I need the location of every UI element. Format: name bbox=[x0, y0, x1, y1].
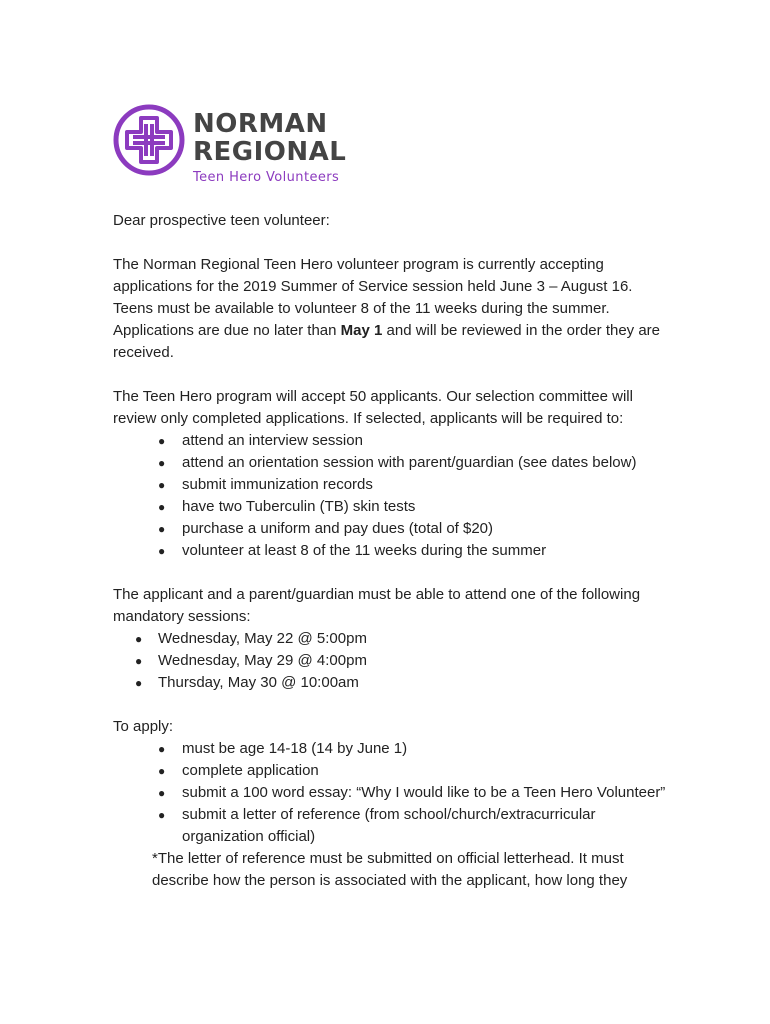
list-item: ● volunteer at least 8 of the 11 weeks during the summer bbox=[113, 540, 673, 562]
list-item: ● have two Tuberculin (TB) skin tests bbox=[113, 496, 673, 518]
due-date: May 1 bbox=[340, 322, 383, 339]
list-item: ● submit immunization records bbox=[113, 474, 673, 496]
letter-body bbox=[113, 210, 673, 892]
apply-heading: To apply: bbox=[113, 718, 174, 735]
logo-line-regional: REGIONAL bbox=[193, 137, 347, 167]
apply-steps-list bbox=[113, 738, 673, 848]
list-item: ● Thursday, May 30 @ 10:00am bbox=[113, 672, 673, 694]
logo-wordmark bbox=[193, 110, 346, 186]
list-item: ● complete application bbox=[113, 760, 673, 782]
intro-paragraph bbox=[113, 254, 673, 364]
logo-line-norman: NORMAN bbox=[193, 109, 328, 139]
list-item: ● attend an interview session bbox=[113, 430, 673, 452]
list-item: ● must be age 14-18 (14 by June 1) bbox=[113, 738, 673, 760]
sessions-paragraph: The applicant and a parent/guardian must be able to attend one of the following mandatory sessions: bbox=[113, 586, 641, 625]
list-item: ● attend an orientation session with parent/guardian (see dates below) bbox=[113, 452, 673, 474]
list-item: ● purchase a uniform and pay dues (total of $20) bbox=[113, 518, 673, 540]
reference-note: *The letter of reference must be submitted on official letterhead. It must describe how the person is associated with the applicant, how long they bbox=[152, 850, 628, 889]
logo-line-tagline: Teen Hero Volunteers bbox=[193, 170, 340, 185]
list-item: ● Wednesday, May 22 @ 5:00pm bbox=[113, 628, 673, 650]
intro-text-end: and will be reviewed in the order they are received. bbox=[113, 322, 661, 361]
intro-text: The Norman Regional Teen Hero volunteer program is currently accepting applications for the 2019 Summer of Service session held June 3 – August 16. Teens must be available to volunteer 8 of the 11 weeks during the summer. Applications are due no later than bbox=[113, 256, 633, 339]
norman-regional-cross-logo-icon bbox=[113, 104, 185, 176]
list-item: ● submit a 100 word essay: “Why I would like to be a Teen Hero Volunteer” bbox=[113, 782, 673, 804]
list-item: ● Wednesday, May 29 @ 4:00pm bbox=[113, 650, 673, 672]
sessions-list bbox=[113, 628, 673, 694]
norman-regional-logo bbox=[113, 104, 353, 184]
selection-paragraph: The Teen Hero program will accept 50 applicants. Our selection committee will review only completed applications. If selected, applicants will be required to: bbox=[113, 388, 633, 427]
requirements-list bbox=[113, 430, 673, 562]
salutation: Dear prospective teen volunteer: bbox=[113, 212, 330, 229]
list-item: ● submit a letter of reference (from school/church/extracurricular organization official) bbox=[113, 804, 673, 848]
